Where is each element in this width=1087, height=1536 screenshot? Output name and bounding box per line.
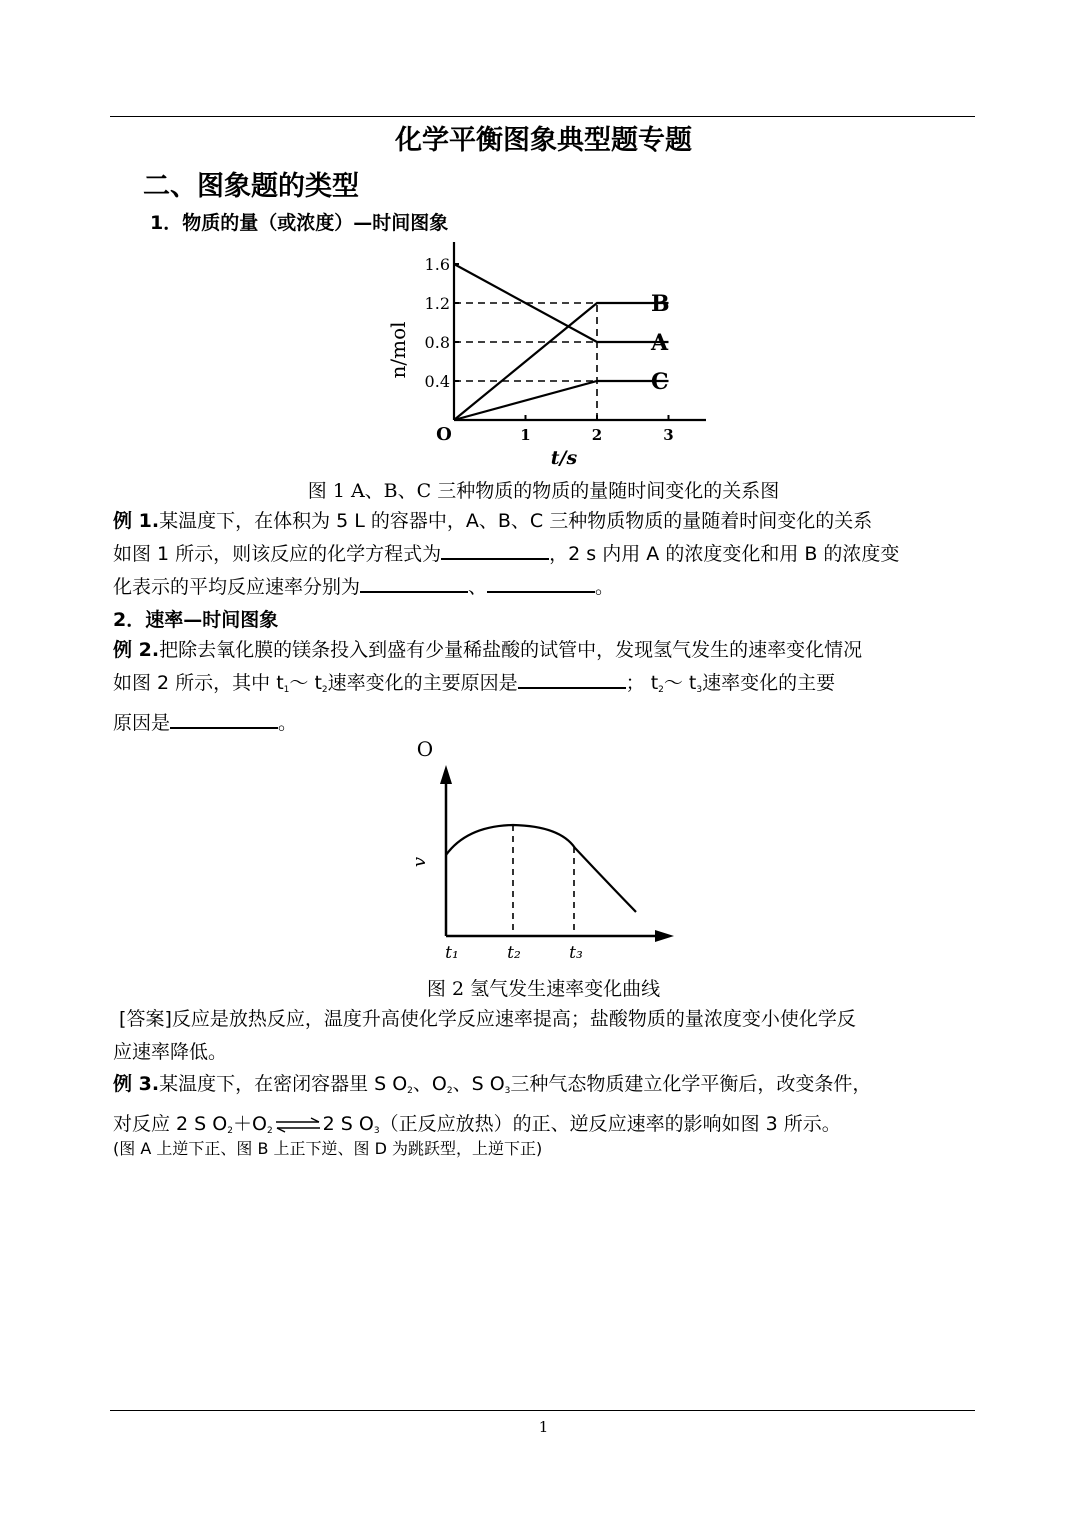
figure1-origin-label: O bbox=[436, 424, 452, 445]
answer-blank-equation[interactable] bbox=[441, 540, 549, 560]
subsection-heading-2: 2．速率—时间图象 bbox=[113, 609, 279, 631]
header-rule bbox=[110, 116, 975, 117]
example2-line2c: 速率变化的主要原因是 bbox=[327, 672, 518, 694]
sub-t2b: 2 bbox=[658, 685, 664, 695]
example3-line1d: 三种气态物质建立化学平衡后，改变条件， bbox=[510, 1073, 872, 1095]
sub-o2b: 2 bbox=[266, 1126, 273, 1136]
figure2-rate-curve bbox=[446, 825, 636, 912]
figure1-series-label-C: C bbox=[651, 369, 669, 395]
example2-line1: 把除去氧化膜的镁条投入到盛有少量稀盐酸的试管中，发现氢气发生的速率变化情况 bbox=[159, 639, 863, 661]
example1-line3c: 。 bbox=[595, 576, 615, 598]
figure1-ytick-label: 1.2 bbox=[424, 294, 450, 313]
figure1-xtick-label: 1 bbox=[520, 426, 531, 444]
sub-so3: 3 bbox=[504, 1086, 511, 1096]
example2-line2a: 如图 2 所示，其中 t bbox=[113, 672, 284, 694]
figure1-ytick-label: 1.6 bbox=[424, 255, 450, 274]
figure2-ylabel: v bbox=[409, 856, 430, 868]
figure1-series-label-A: A bbox=[651, 330, 669, 356]
example1-label: 例 1. bbox=[113, 510, 160, 532]
sub-so2b: 2 bbox=[227, 1126, 233, 1136]
example1-line3b: 、 bbox=[468, 576, 488, 598]
figure1-caption: 图 1 A、B、C 三种物质的物质的量随时间变化的关系图 bbox=[307, 480, 780, 502]
page-number: 1 bbox=[538, 1418, 549, 1436]
figure2-t3-label: t₃ bbox=[569, 943, 583, 963]
figure2-t2-label: t₂ bbox=[507, 943, 521, 963]
figure1-series-B bbox=[454, 303, 669, 420]
figure1-ytick-label: 0.4 bbox=[424, 372, 450, 391]
sub-so3b: 3 bbox=[373, 1126, 380, 1136]
answer-blank-rate-b[interactable] bbox=[487, 573, 595, 593]
answer-blank-reason2[interactable] bbox=[170, 709, 278, 729]
example1-line1: 某温度下，在体积为 5 L 的容器中，A、B、C 三种物质物质的量随着时间变化的关系 bbox=[159, 510, 873, 532]
footer-rule bbox=[110, 1410, 975, 1411]
figure1-ytick-label: 0.8 bbox=[424, 333, 450, 352]
example1-text bbox=[113, 505, 979, 604]
equilibrium-arrow-icon bbox=[273, 1117, 323, 1133]
example1-line3a: 化表示的平均反应速率分别为 bbox=[113, 576, 361, 598]
sub-t3: 3 bbox=[696, 685, 703, 695]
figure2-x-arrow bbox=[655, 930, 674, 942]
figure1-chart bbox=[380, 235, 720, 475]
example2-line3b: 。 bbox=[278, 712, 298, 734]
sub-o2: 2 bbox=[446, 1086, 453, 1096]
example3-line2d: （正反应放热）的正、逆反应速率的影响如图 3 所示。 bbox=[379, 1113, 841, 1135]
example2-line3a: 原因是 bbox=[113, 712, 171, 734]
figure2-caption: 图 2 氢气发生速率变化曲线 bbox=[426, 978, 661, 1000]
sub-t2: 2 bbox=[321, 685, 328, 695]
example2-line2f: 速率变化的主要 bbox=[702, 672, 836, 694]
answer-blank-reason1[interactable] bbox=[518, 669, 626, 689]
example3-line1c: 、S O bbox=[452, 1073, 505, 1095]
answer-line2: 应速率降低。 bbox=[113, 1041, 228, 1063]
example3-label: 例 3. bbox=[113, 1073, 160, 1095]
example2-line2b: ～ t bbox=[289, 672, 322, 694]
example2-text bbox=[113, 634, 979, 740]
figure1-ylabel: n/mol bbox=[386, 321, 410, 379]
subsection-heading-1: 1．物质的量（或浓度）—时间图象 bbox=[150, 212, 449, 234]
example3-line2a: 对反应 2 S O bbox=[113, 1113, 228, 1135]
answer-text bbox=[113, 1003, 979, 1069]
example2-line2d: ； t bbox=[625, 672, 659, 694]
figure2-t1-label: t₁ bbox=[445, 943, 459, 963]
answer-blank-rate-a[interactable] bbox=[360, 573, 468, 593]
figure1-series-C bbox=[454, 381, 669, 420]
example3-line1b: 、O bbox=[412, 1073, 447, 1095]
example1-line2a: 如图 1 所示，则该反应的化学方程式为 bbox=[113, 543, 442, 565]
page-title: 化学平衡图象典型题专题 bbox=[395, 125, 692, 156]
example1-line2b: ，2 s 内用 A 的浓度变化和用 B 的浓度变 bbox=[549, 543, 900, 565]
figure1-xtick-label: 2 bbox=[591, 426, 603, 444]
figure2-chart bbox=[405, 732, 685, 972]
example2-line2e: ～ t bbox=[663, 672, 697, 694]
section-heading: 二、图象题的类型 bbox=[143, 171, 359, 202]
figure2-y-arrow bbox=[440, 765, 452, 784]
example2-label: 例 2. bbox=[113, 639, 160, 661]
example3-line1a: 某温度下，在密闭容器里 S O bbox=[159, 1073, 408, 1095]
sub-so2: 2 bbox=[407, 1086, 413, 1096]
answer-line1: [答案]反应是放热反应，温度升高使化学反应速率提高；盐酸物质的量浓度变小使化学反 bbox=[113, 1008, 856, 1030]
note-text: (图 A 上逆下正、图 B 上正下逆、图 D 为跳跃型，上逆下正) bbox=[113, 1139, 543, 1158]
figure2-top-label: O bbox=[416, 737, 434, 761]
example3-line2c: 2 S O bbox=[322, 1113, 374, 1135]
figure1-xlabel: t/s bbox=[550, 447, 578, 469]
figure1-xtick-label: 3 bbox=[663, 426, 674, 444]
example3-line2b: ＋O bbox=[232, 1113, 267, 1135]
figure1-series-label-B: B bbox=[651, 291, 670, 317]
sub-t1: 1 bbox=[283, 685, 290, 695]
